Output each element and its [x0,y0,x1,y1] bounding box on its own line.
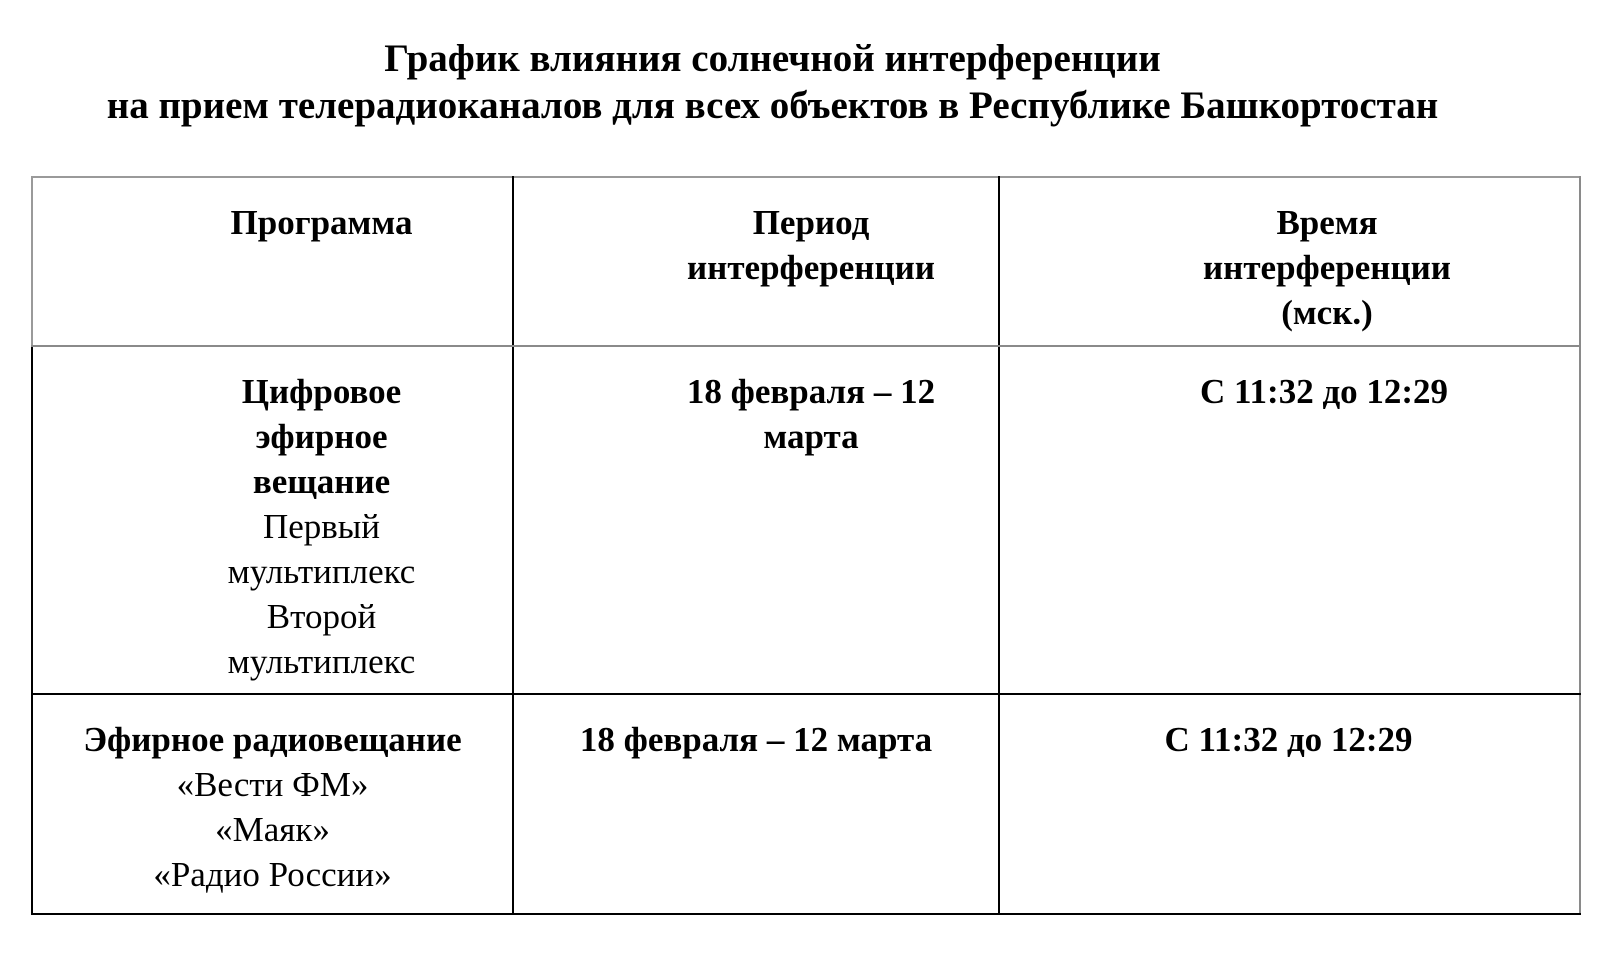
program-heading: Эфирное радиовещание [83,720,462,759]
program-item: «Вести ФМ» [176,765,369,804]
cell-period-digital [513,346,999,694]
program-heading-line-3: вещание [252,462,391,501]
cell-time-radio [999,694,1580,914]
program-item: «Маяк» [215,810,330,849]
table-header-row [32,177,1580,346]
interference-schedule-table [31,176,1581,915]
cell-program-digital [32,346,513,694]
period-line-2: марта [763,417,859,456]
program-item: Первый [262,507,381,546]
table-row [32,694,1580,914]
title-line-2: на прием телерадиоканалов для всех объектов в Республике Башкортостан [106,84,1439,127]
cell-period-radio [513,694,999,914]
program-item: Второй [266,597,377,636]
program-item: мультиплекс [227,552,416,591]
period-value: 18 февраля – 12 марта [579,720,933,759]
table-row [32,346,1580,694]
title-line-1: График влияния солнечной интерференции [384,37,1161,80]
program-item: «Радио России» [153,855,392,894]
cell-program-radio [32,694,513,914]
header-program-label: Программа [230,203,413,242]
header-time-line-1: Время [1276,203,1378,242]
header-time-line-2: интерференции [1203,248,1451,287]
header-time [999,177,1580,346]
header-period [513,177,999,346]
program-heading-line-1: Цифровое [241,372,402,411]
program-heading-line-2: эфирное [255,417,388,456]
period-line-1: 18 февраля – 12 [686,372,936,411]
program-item: мультиплекс [227,642,416,681]
time-value: С 11:32 до 12:29 [1164,720,1413,759]
header-period-line-2: интерференции [687,248,935,287]
cell-time-digital [999,346,1580,694]
header-time-line-3: (мск.) [1281,293,1373,332]
header-program [32,177,513,346]
header-period-line-1: Период [752,203,870,242]
document-title [0,35,1545,129]
time-value: С 11:32 до 12:29 [1199,372,1449,411]
